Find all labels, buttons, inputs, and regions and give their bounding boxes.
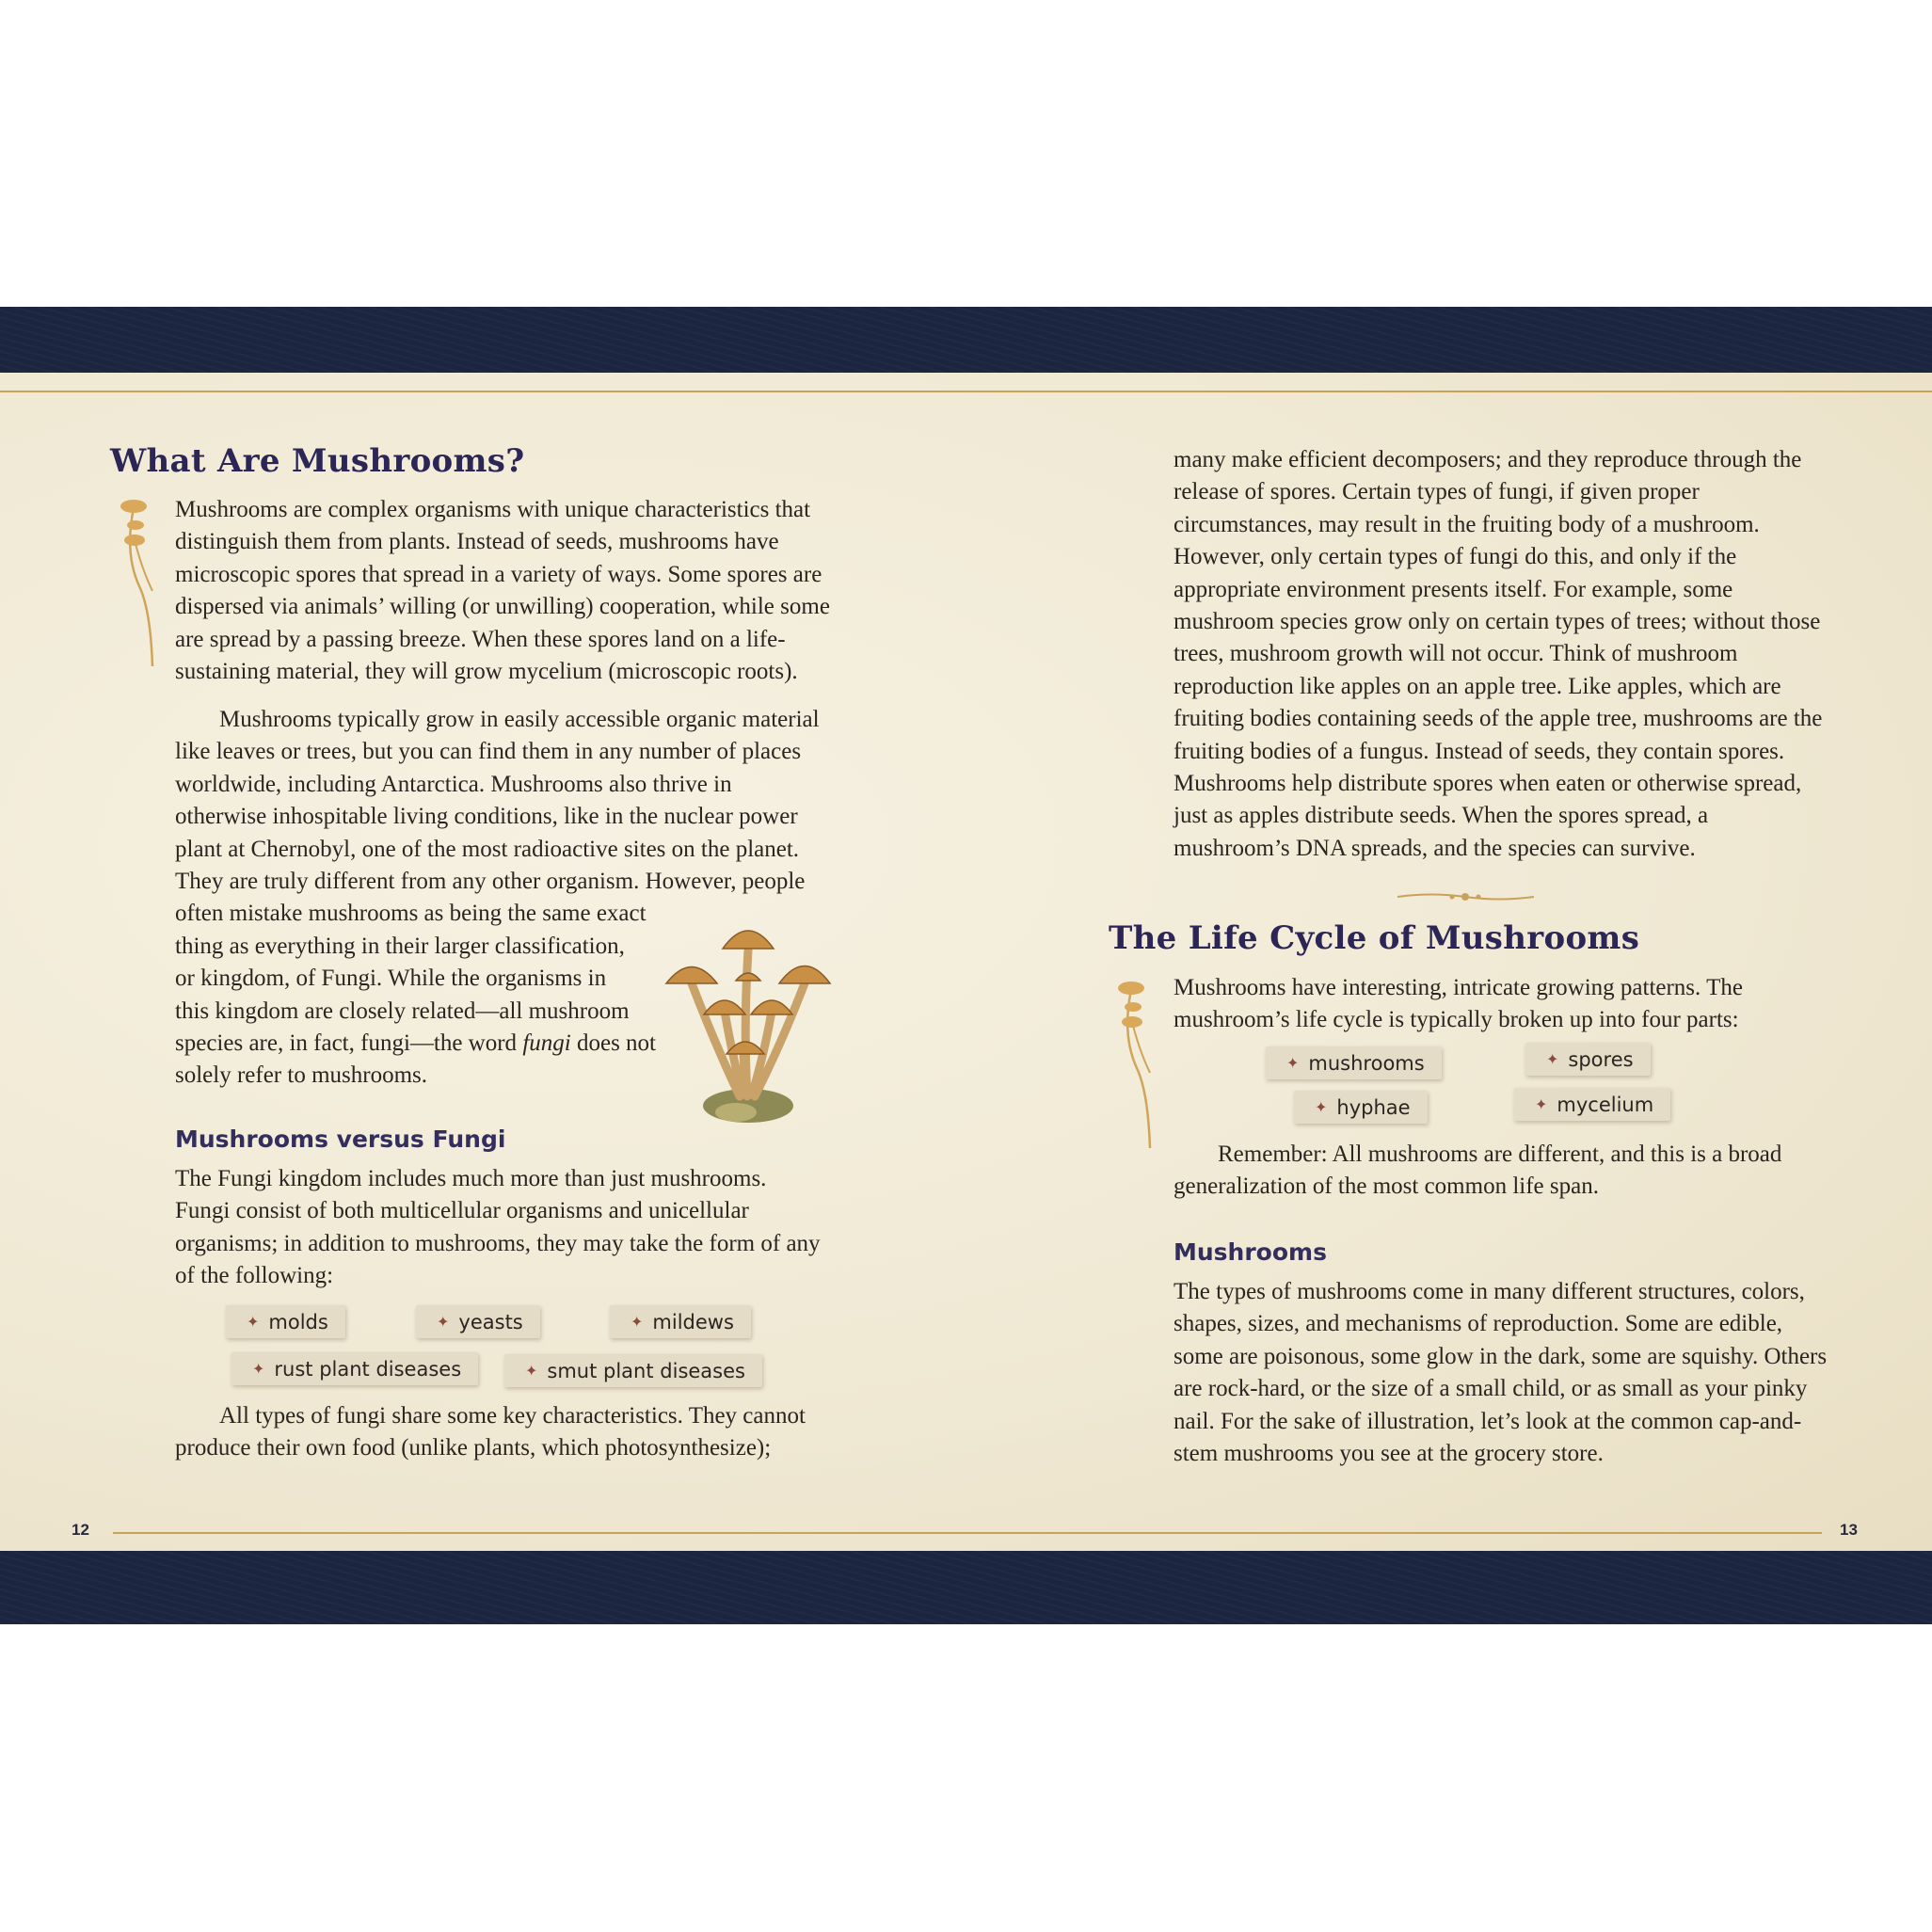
ornamental-divider-icon [1397, 888, 1534, 905]
list-item-mildews: ✦ mildews [610, 1305, 751, 1338]
list-item-smut-plant-diseases: ✦ smut plant diseases [504, 1354, 762, 1387]
star-bullet-icon: ✦ [247, 1313, 260, 1331]
text-line: solely refer to mushrooms. [175, 1062, 428, 1089]
top-border-band [0, 307, 1932, 373]
intro-paragraph: Mushrooms are complex organisms with unique characteristics that distinguish them from plants. Instead of seeds, mushrooms have microscopic spores that spread in a variety of ways. Some spores are dispersed via animals’ willing (or unwilling) cooperation, while some are spread by a passing breeze. When these spores land on a life-sustaining material, they will grow mycelium (microscopic roots). [175, 497, 830, 685]
text-line: often mistake mushrooms as being the same exact [175, 901, 647, 927]
text-line: They are truly different from any other organism. However, people [175, 869, 806, 895]
subheading-mushrooms-versus-fungi: Mushrooms versus Fungi [175, 1126, 506, 1153]
list-item-hyphae: ✦ hyphae [1294, 1091, 1428, 1124]
section-title-life-cycle: The Life Cycle of Mushrooms [1109, 919, 1640, 957]
text-line: plant at Chernobyl, one of the most radioactive sites on the planet. [175, 836, 800, 862]
text-line: this kingdom are closely related—all mushroom [175, 998, 630, 1024]
footer-gold-rule [113, 1532, 1822, 1534]
text-line: or kingdom, of Fungi. While the organisms in [175, 966, 607, 992]
closing-paragraph: All types of fungi share some key characteristics. They cannot produce their own food (unlike plants, which photosynthesize); [175, 1403, 806, 1461]
list-item-mycelium: ✦ mycelium [1514, 1088, 1670, 1121]
page-number-left: 12 [72, 1521, 89, 1539]
text-line: thing as everything in their larger classification, [175, 933, 625, 959]
page-number-right: 13 [1840, 1521, 1858, 1539]
emphasis-fungi: fungi [522, 1030, 571, 1057]
text-line: otherwise inhospitable living conditions, like in the nuclear power [175, 804, 798, 830]
life-cycle-intro: Mushrooms have interesting, intricate growing patterns. The mushroom’s life cycle is typically broken up into four parts: [1174, 975, 1743, 1033]
star-bullet-icon: ✦ [631, 1313, 644, 1331]
star-bullet-icon: ✦ [252, 1360, 265, 1378]
subheading-mushrooms: Mushrooms [1174, 1238, 1327, 1266]
top-gold-rule [0, 391, 1932, 392]
star-bullet-icon: ✦ [1535, 1095, 1548, 1113]
mushrooms-paragraph: The types of mushrooms come in many different structures, colors, shapes, sizes, and mechanisms of reproduction. Some are edible, some are poisonous, some glow in the dark, some are squishy. Others are rock-hard, or the size of a small child, or as small as your pinky nail. For the sake of illustration, let’s look at the common cap-and-stem mushrooms you see at the grocery store. [1174, 1279, 1828, 1467]
mushroom-vine-icon [1110, 979, 1163, 1148]
text-line: species are, in fact, fungi—the word fungi does not [175, 1030, 656, 1057]
star-bullet-icon: ✦ [525, 1362, 538, 1380]
list-item-molds: ✦ molds [226, 1305, 345, 1338]
star-bullet-icon: ✦ [1315, 1098, 1328, 1116]
remember-paragraph: Remember: All mushrooms are different, and this is a broad generalization of the most common life span. [1174, 1142, 1782, 1200]
mushroom-vine-icon [113, 497, 166, 666]
page-title-what-are-mushrooms: What Are Mushrooms? [110, 442, 525, 480]
list-item-mushrooms: ✦ mushrooms [1266, 1046, 1442, 1079]
text-line: worldwide, including Antarctica. Mushrooms also thrive in [175, 771, 732, 797]
star-bullet-icon: ✦ [437, 1313, 450, 1331]
continued-paragraph: many make efficient decomposers; and they reproduce through the release of spores. Certain types of fungi, if given proper circumstances, may result in the fruiting body of a mushroom. However, only certain types of fungi do this, and only if the appropriate environment presents itself. For example, some mushroom species grow only on certain types of trees; without those trees, mushroom growth will not occur. Think of mushroom reproduction like apples on an apple tree. Like apples, which are fruiting bodies containing seeds of the apple tree, mushrooms are the fruiting bodies of a fungus. Instead of seeds, they contain spores. Mushrooms help distribute spores when eaten or otherwise spread, just as apples distribute seeds. When the spores spread, a mushroom’s DNA spreads, and the species can survive. [1174, 447, 1823, 861]
mushroom-cluster-illustration [649, 913, 847, 1129]
list-item-spores: ✦ spores [1525, 1043, 1651, 1076]
fungi-paragraph: The Fungi kingdom includes much more than just mushrooms. Fungi consist of both multicellular organisms and unicellular organisms; in addition to mushrooms, they may take the form of any of the following: [175, 1166, 821, 1289]
star-bullet-icon: ✦ [1286, 1054, 1300, 1072]
list-item-rust-plant-diseases: ✦ rust plant diseases [232, 1352, 478, 1385]
text-line: like leaves or trees, but you can find them in any number of places [175, 739, 802, 765]
text-line: Mushrooms typically grow in easily accessible organic material [219, 707, 820, 732]
bottom-border-band [0, 1551, 1932, 1624]
list-item-yeasts: ✦ yeasts [416, 1305, 540, 1338]
star-bullet-icon: ✦ [1546, 1050, 1559, 1068]
